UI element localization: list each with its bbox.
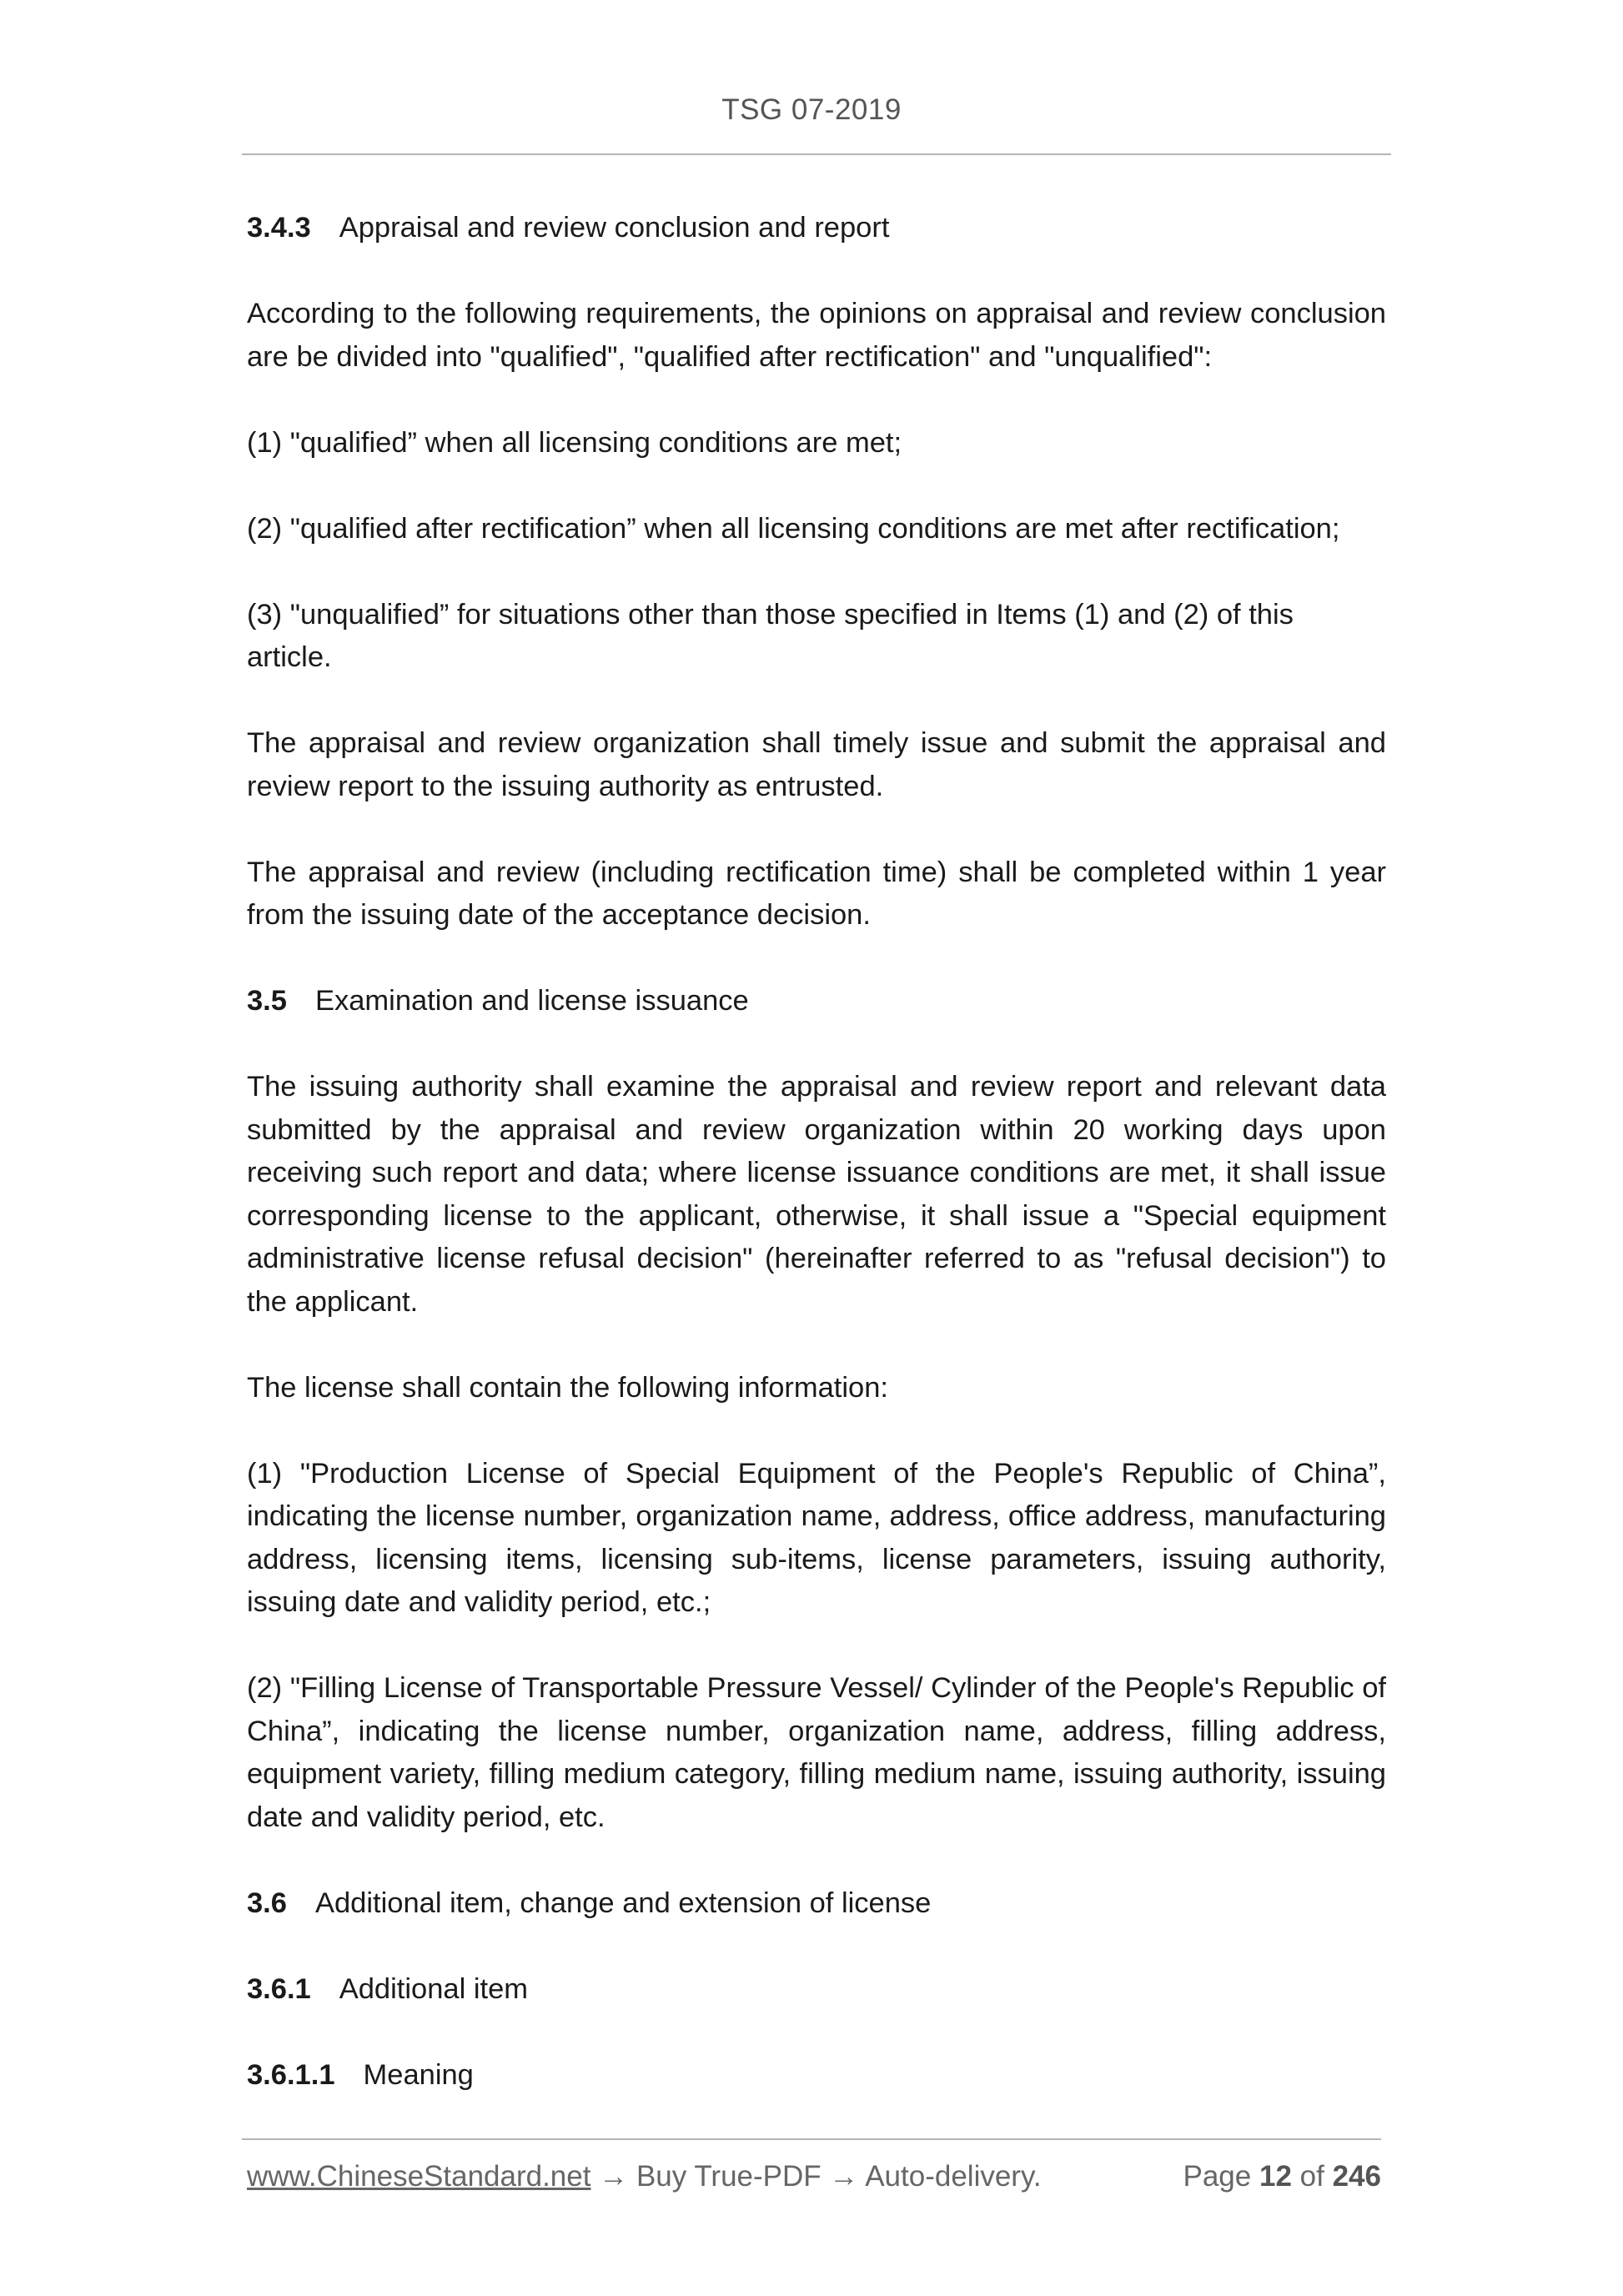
paragraph: The appraisal and review organization shall timely issue and submit the appraisal and review report to the issuing authority as entrusted.: [247, 727, 1386, 802]
section-heading-3-5: [247, 980, 1386, 1023]
footer-divider: [242, 2138, 1381, 2140]
arrow-right-icon: →: [599, 2160, 629, 2193]
section-heading-3-6-1: [247, 1968, 1386, 2012]
paragraph: The issuing authority shall examine the appraisal and review report and relevant data submitted by the appraisal and review organization within 20 working days upon receiving such report and data; where license issuance conditions are met, it shall issue corresponding license to the applicant, otherwise, it shall issue a "Special equipment administrative license refusal decision" (hereinafter referred to as "refusal decision") to the applicant.: [247, 1071, 1386, 1318]
buy-text: Buy True-PDF: [636, 2160, 822, 2193]
list-item: (1) "qualified” when all licensing conditions are met;: [247, 426, 902, 459]
of-label: of: [1299, 2160, 1324, 2193]
section-title: Meaning: [363, 2058, 474, 2091]
list-item: (2) "qualified after rectification” when all licensing conditions are met after rectification;: [247, 512, 1340, 545]
section-number: 3.6.1: [247, 1972, 311, 2005]
arrow-right-icon: →: [829, 2160, 859, 2193]
section-heading-3-4-3: [247, 207, 1386, 250]
list-item: (1) "Production License of Special Equipment of the People's Republic of China”, indicating the license number, organization name, address, office address, manufacturing address, licensing items, licensing sub-items, license parameters, issuing authority, issuing date and validity period, etc.;: [247, 1457, 1386, 1618]
section-number: 3.5: [247, 985, 287, 1017]
section-number: 3.6.1.1: [247, 2058, 335, 2091]
list-item: (3) "unqualified” for situations other than those specified in Items (1) and (2) of this article.: [247, 598, 1294, 673]
section-heading-3-6: [247, 1882, 1386, 1926]
paragraph: According to the following requirements, the opinions on appraisal and review conclusion are be divided into "qualified", "qualified after rectification" and "unqualified":: [247, 298, 1386, 373]
section-number: 3.4.3: [247, 212, 311, 244]
paragraph: The appraisal and review (including rectification time) shall be completed within 1 year from the issuing date of the acceptance decision.: [247, 856, 1386, 931]
list-item: (2) "Filling License of Transportable Pressure Vessel/ Cylinder of the People's Republic of China”, indicating the license number, organization name, address, filling address, equipment variety, filling medium category, filling medium name, issuing authority, issuing date and validity period, etc.: [247, 1672, 1386, 1833]
section-title: Appraisal and review conclusion and report: [339, 212, 890, 244]
page-current: 12: [1259, 2160, 1292, 2193]
section-number: 3.6: [247, 1887, 287, 1919]
page-indicator: [1183, 2160, 1382, 2193]
header-divider: [242, 153, 1391, 155]
document-code-header: TSG 07-2019: [721, 93, 902, 126]
paragraph: The license shall contain the following information:: [247, 1371, 889, 1404]
page-body: [247, 207, 1386, 2140]
page-label: Page: [1183, 2160, 1252, 2193]
website-link[interactable]: www.ChineseStandard.net: [247, 2160, 591, 2193]
delivery-text: Auto-delivery.: [865, 2160, 1042, 2193]
page-footer: [247, 2160, 1381, 2202]
footer-promo: [247, 2160, 1042, 2193]
section-heading-3-6-1-1: [247, 2054, 1386, 2098]
page-total: 246: [1332, 2160, 1381, 2193]
section-title: Additional item: [339, 1972, 529, 2005]
section-title: Additional item, change and extension of license: [314, 1887, 932, 1919]
section-title: Examination and license issuance: [314, 985, 749, 1017]
